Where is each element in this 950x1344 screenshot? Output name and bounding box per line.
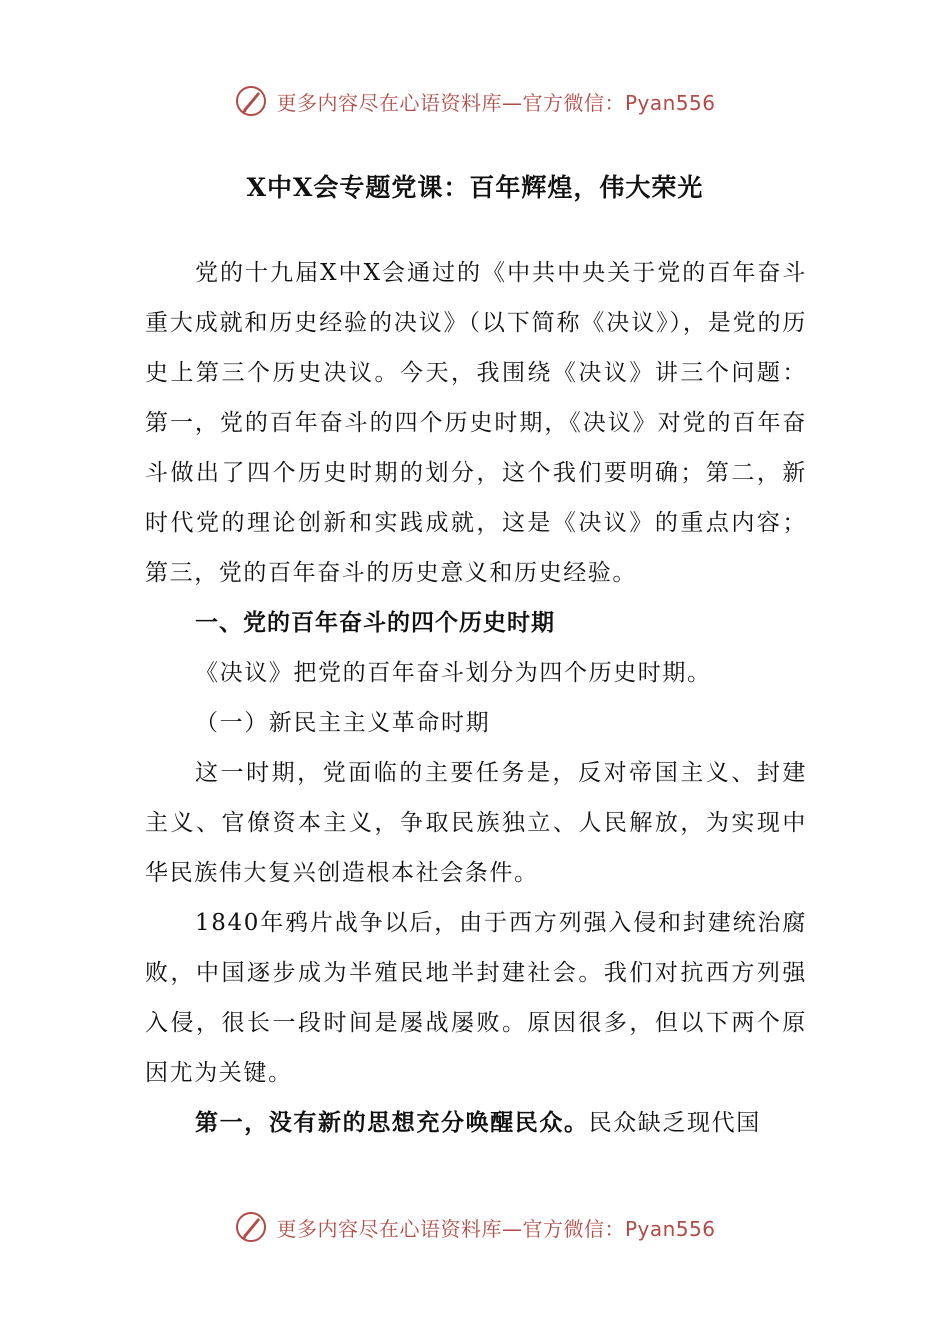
bold-lead: 第一，没有新的思想充分唤醒民众。 — [195, 1109, 589, 1136]
subsection-heading: （一）新民主主义革命时期 — [195, 710, 491, 736]
quill-logo-icon — [234, 84, 268, 118]
watermark-text: 更多内容尽在心语资料库—官方微信：Pyan556 — [276, 90, 716, 115]
page-title: X中X会专题党课：百年辉煌，伟大荣光 — [246, 173, 704, 202]
watermark-top — [0, 84, 950, 118]
watermark-text: 更多内容尽在心语资料库—官方微信：Pyan556 — [276, 1216, 716, 1241]
document-body — [145, 248, 807, 1148]
quill-logo-icon — [234, 1210, 268, 1244]
section-heading: 一、党的百年奋斗的四个历史时期 — [195, 610, 555, 636]
intro-paragraph: 党的十九届X中X会通过的《中共中央关于党的百年奋斗重大成就和历史经验的决议》（以下简称《决议》），是党的历史上第三个历史决议。今天，我围绕《决议》讲三个问题：第一，党的百年奋斗的四个历史时期，《决议》对党的百年奋斗做出了四个历史时期的划分，这个我们要明确；第二，新时代党的理论创新和实践成就，这是《决议》的重点内容；第三，党的百年奋斗的历史意义和历史经验。 — [145, 260, 807, 586]
section-intro: 《决议》把党的百年奋斗划分为四个历史时期。 — [195, 660, 712, 686]
paragraph-tasks: 这一时期，党面临的主要任务是，反对帝国主义、封建主义、官僚资本主义，争取民族独立、人民解放，为实现中华民族伟大复兴创造根本社会条件。 — [145, 760, 807, 886]
watermark-bottom — [0, 1210, 950, 1244]
paragraph-history: 1840年鸦片战争以后，由于西方列强入侵和封建统治腐败，中国逐步成为半殖民地半封建社会。我们对抗西方列强入侵，很长一段时间是屡战屡败。原因很多，但以下两个原因尤为关键。 — [145, 910, 807, 1086]
paragraph-rest: 民众缺乏现代国 — [588, 1110, 761, 1136]
paragraph-first-reason — [145, 1098, 807, 1148]
